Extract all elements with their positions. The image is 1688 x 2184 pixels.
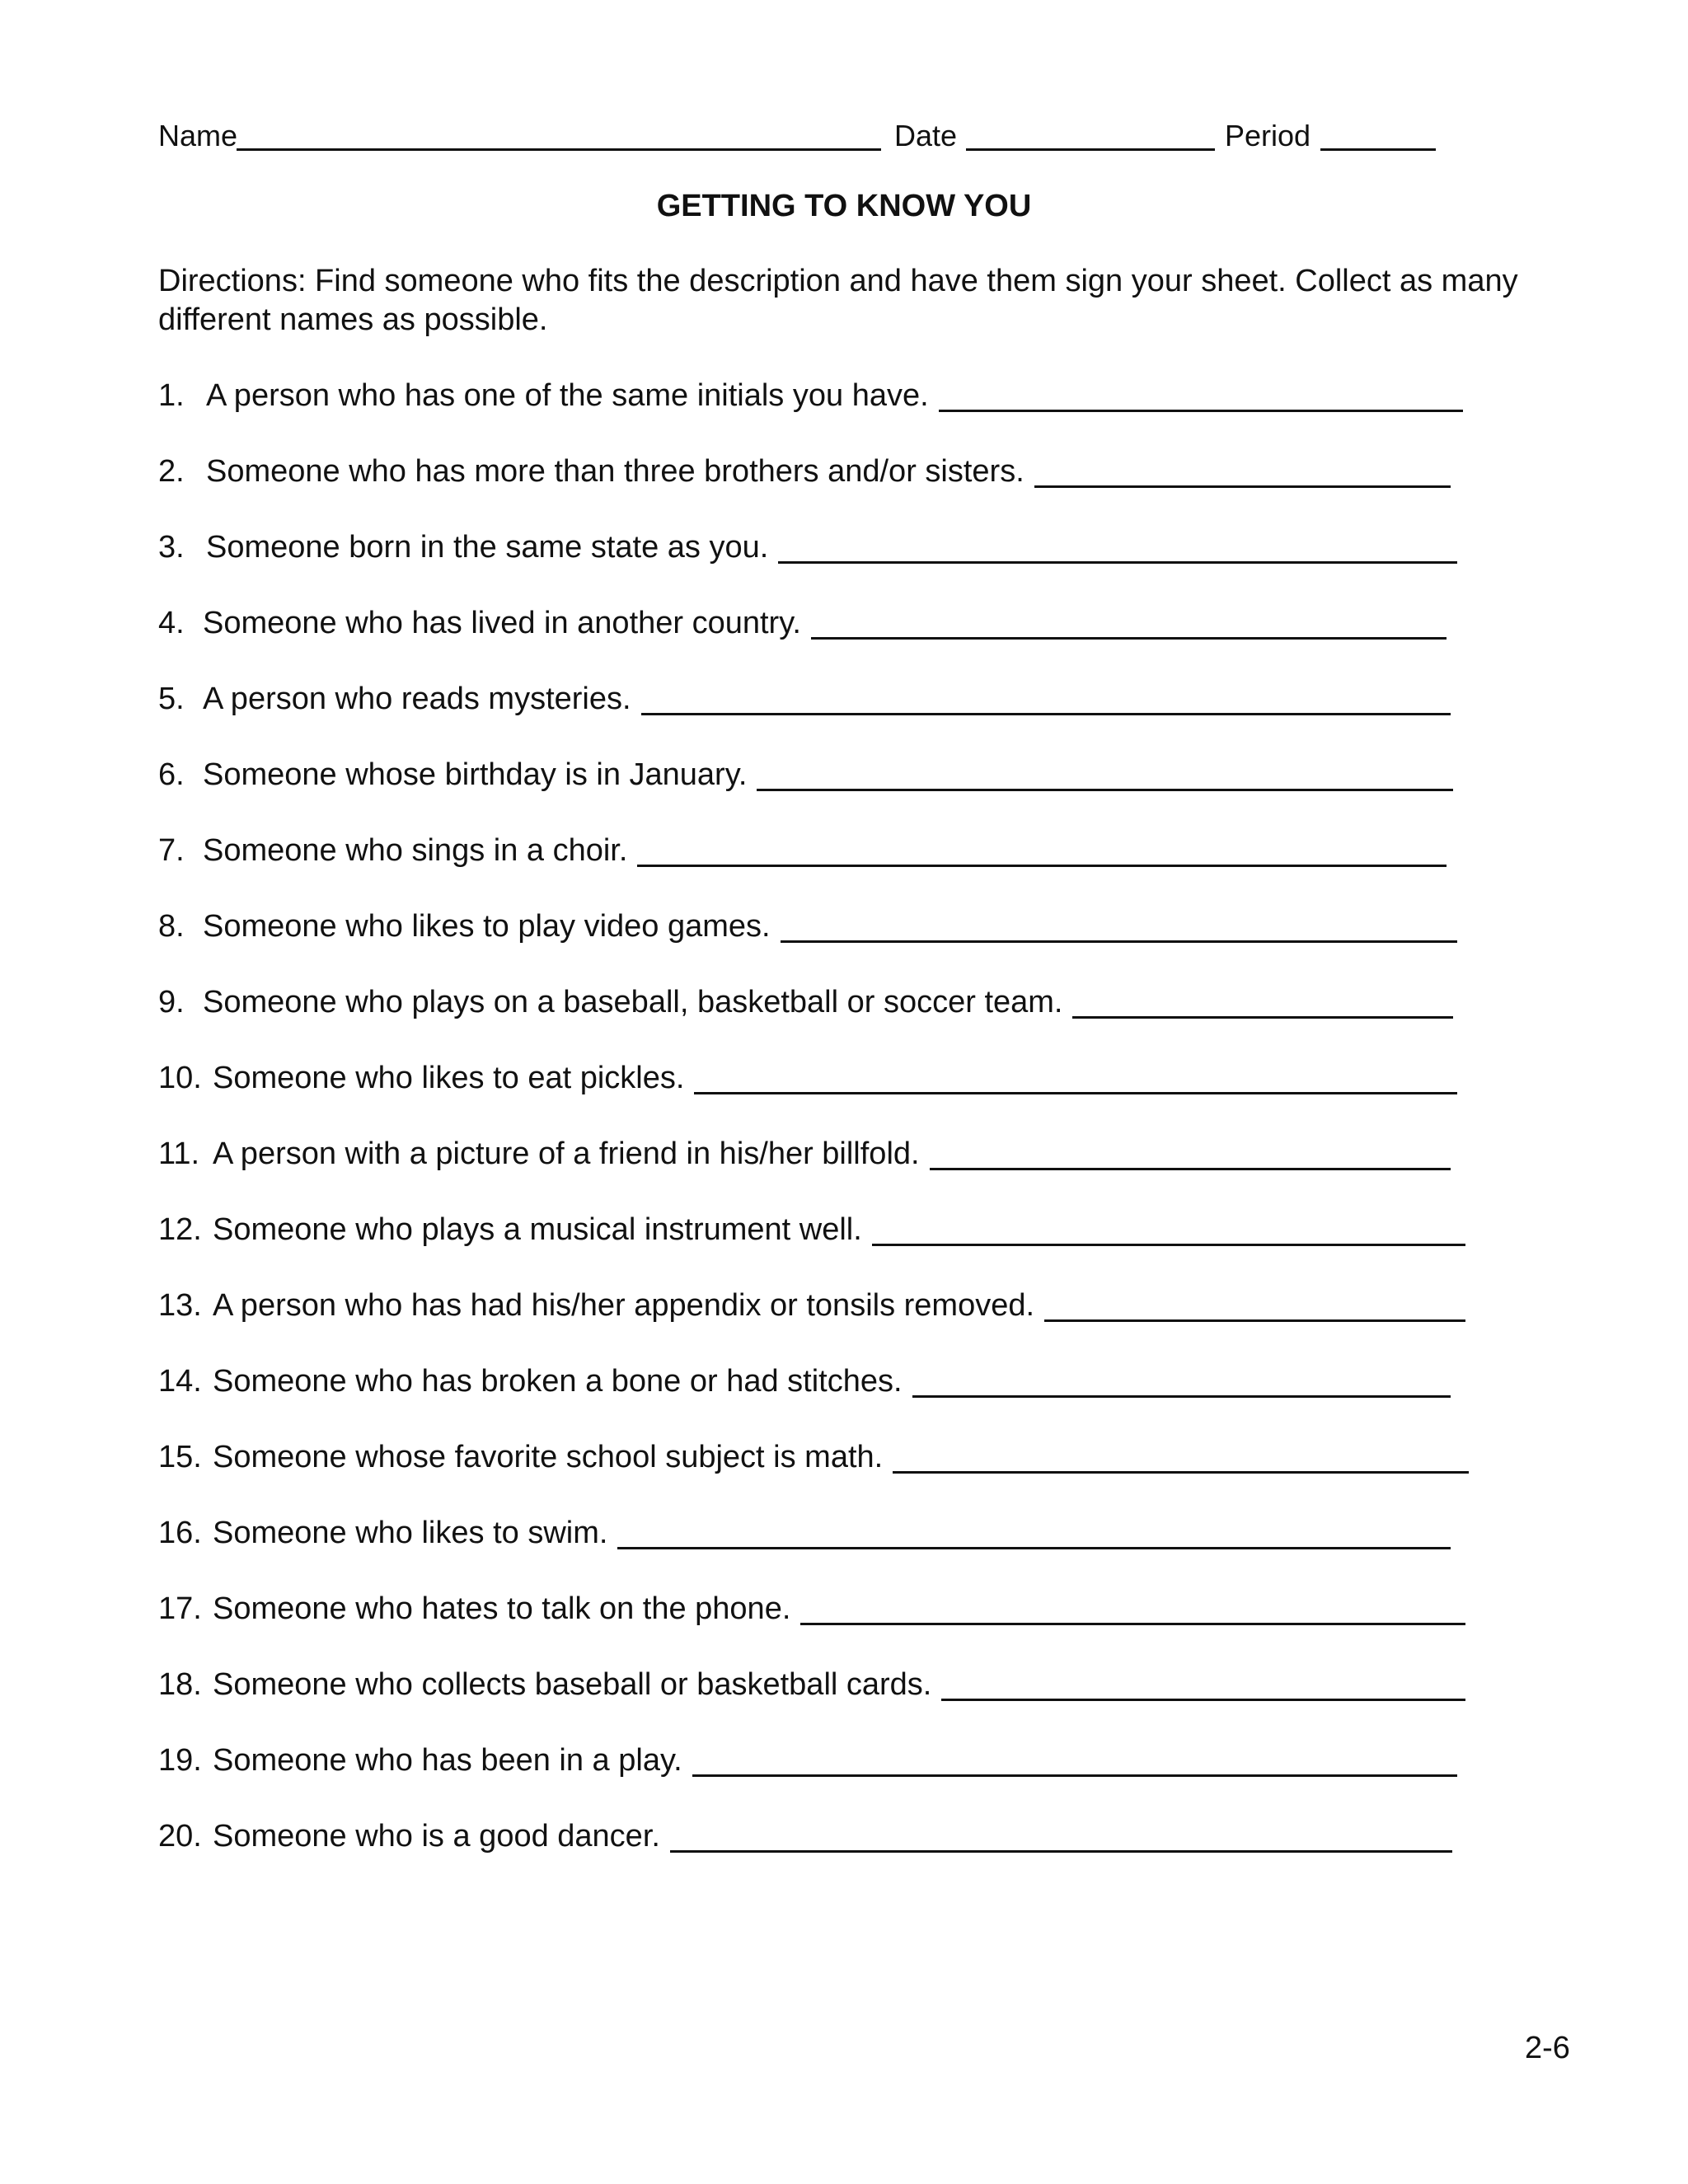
item-number: 5. [158,682,185,716]
name-label: Name [158,119,238,152]
list-item [158,1740,1477,1816]
item-description: A person who has had his/her appendix or tonsils removed. [213,1288,1035,1323]
item-number: 17. [158,1591,202,1626]
list-item [158,1664,1477,1740]
item-description: A person who reads mysteries. [203,682,631,716]
item-number: 15. [158,1440,202,1474]
signature-list [158,375,1477,1891]
item-number: 3. [158,530,185,565]
signature-line[interactable] [757,789,1453,791]
list-item [158,1512,1477,1588]
item-description: Someone who collects baseball or basketball cards. [213,1667,932,1702]
signature-line[interactable] [781,940,1457,943]
item-description: Someone who hates to talk on the phone. [213,1591,791,1626]
item-number: 20. [158,1819,202,1854]
signature-line[interactable] [617,1547,1451,1549]
signature-line[interactable] [893,1471,1469,1474]
list-item [158,906,1477,982]
item-number: 1. [158,378,185,413]
directions-text: Directions: Find someone who fits the description and have them sign your sheet. Collect as many different names as possible. [158,264,1518,337]
item-description: Someone born in the same state as you. [206,530,769,565]
item-number: 6. [158,757,185,792]
signature-line[interactable] [811,637,1447,640]
item-number: 10. [158,1061,202,1095]
signature-line[interactable] [641,713,1451,715]
list-item [158,602,1477,678]
date-blank[interactable] [966,148,1215,151]
signature-line[interactable] [778,561,1457,564]
item-description: Someone who has more than three brothers and/or sisters. [206,454,1025,489]
signature-line[interactable] [939,410,1463,412]
item-description: Someone who likes to eat pickles. [213,1061,685,1095]
item-description: Someone who likes to play video games. [203,909,771,944]
item-number: 16. [158,1516,202,1550]
item-number: 9. [158,985,185,1019]
signature-line[interactable] [941,1699,1465,1701]
list-item [158,1133,1477,1209]
signature-line[interactable] [1072,1016,1453,1019]
student-info-header [158,115,1469,157]
signature-line[interactable] [692,1774,1457,1777]
signature-line[interactable] [670,1850,1452,1853]
signature-line[interactable] [694,1092,1457,1094]
list-item [158,375,1477,451]
worksheet-title: GETTING TO KNOW YOU [656,189,1032,223]
signature-line[interactable] [912,1395,1451,1398]
item-description: Someone who likes to swim. [213,1516,608,1550]
item-number: 4. [158,606,185,640]
list-item [158,982,1477,1057]
item-description: Someone whose favorite school subject is math. [213,1440,884,1474]
item-description: A person who has one of the same initials you have. [206,378,929,413]
list-item [158,1209,1477,1285]
item-description: Someone who has broken a bone or had stitches. [213,1364,903,1399]
date-label: Date [894,119,958,152]
item-description: Someone whose birthday is in January. [203,757,748,792]
list-item [158,1588,1477,1664]
item-number: 14. [158,1364,202,1399]
period-blank[interactable] [1320,148,1436,151]
item-description: Someone who has lived in another country. [203,606,801,640]
list-item [158,451,1477,527]
list-item [158,1436,1477,1512]
signature-line[interactable] [930,1168,1451,1170]
list-item [158,527,1477,602]
item-number: 19. [158,1743,202,1778]
item-number: 13. [158,1288,202,1323]
list-item [158,754,1477,830]
signature-line[interactable] [1034,485,1451,488]
signature-line[interactable] [800,1623,1465,1625]
item-number: 2. [158,454,185,489]
item-number: 7. [158,833,185,868]
list-item [158,1057,1477,1133]
list-item [158,1816,1477,1891]
item-description: Someone who is a good dancer. [213,1819,660,1854]
page-number: 2-6 [1525,2031,1570,2060]
signature-line[interactable] [1044,1319,1465,1322]
item-number: 11. [158,1137,200,1171]
list-item [158,1361,1477,1436]
name-blank[interactable] [237,148,881,151]
signature-line[interactable] [637,865,1447,867]
list-item [158,1285,1477,1361]
signature-line[interactable] [872,1244,1465,1246]
item-number: 18. [158,1667,202,1702]
item-number: 12. [158,1212,202,1247]
list-item [158,678,1477,754]
item-description: Someone who plays on a baseball, basketball or soccer team. [203,985,1063,1019]
list-item [158,830,1477,906]
item-description: Someone who has been in a play. [213,1743,682,1778]
period-label: Period [1225,119,1311,152]
item-description: A person with a picture of a friend in his/her billfold. [213,1137,920,1171]
item-description: Someone who sings in a choir. [203,833,628,868]
item-number: 8. [158,909,185,944]
item-description: Someone who plays a musical instrument well. [213,1212,862,1247]
